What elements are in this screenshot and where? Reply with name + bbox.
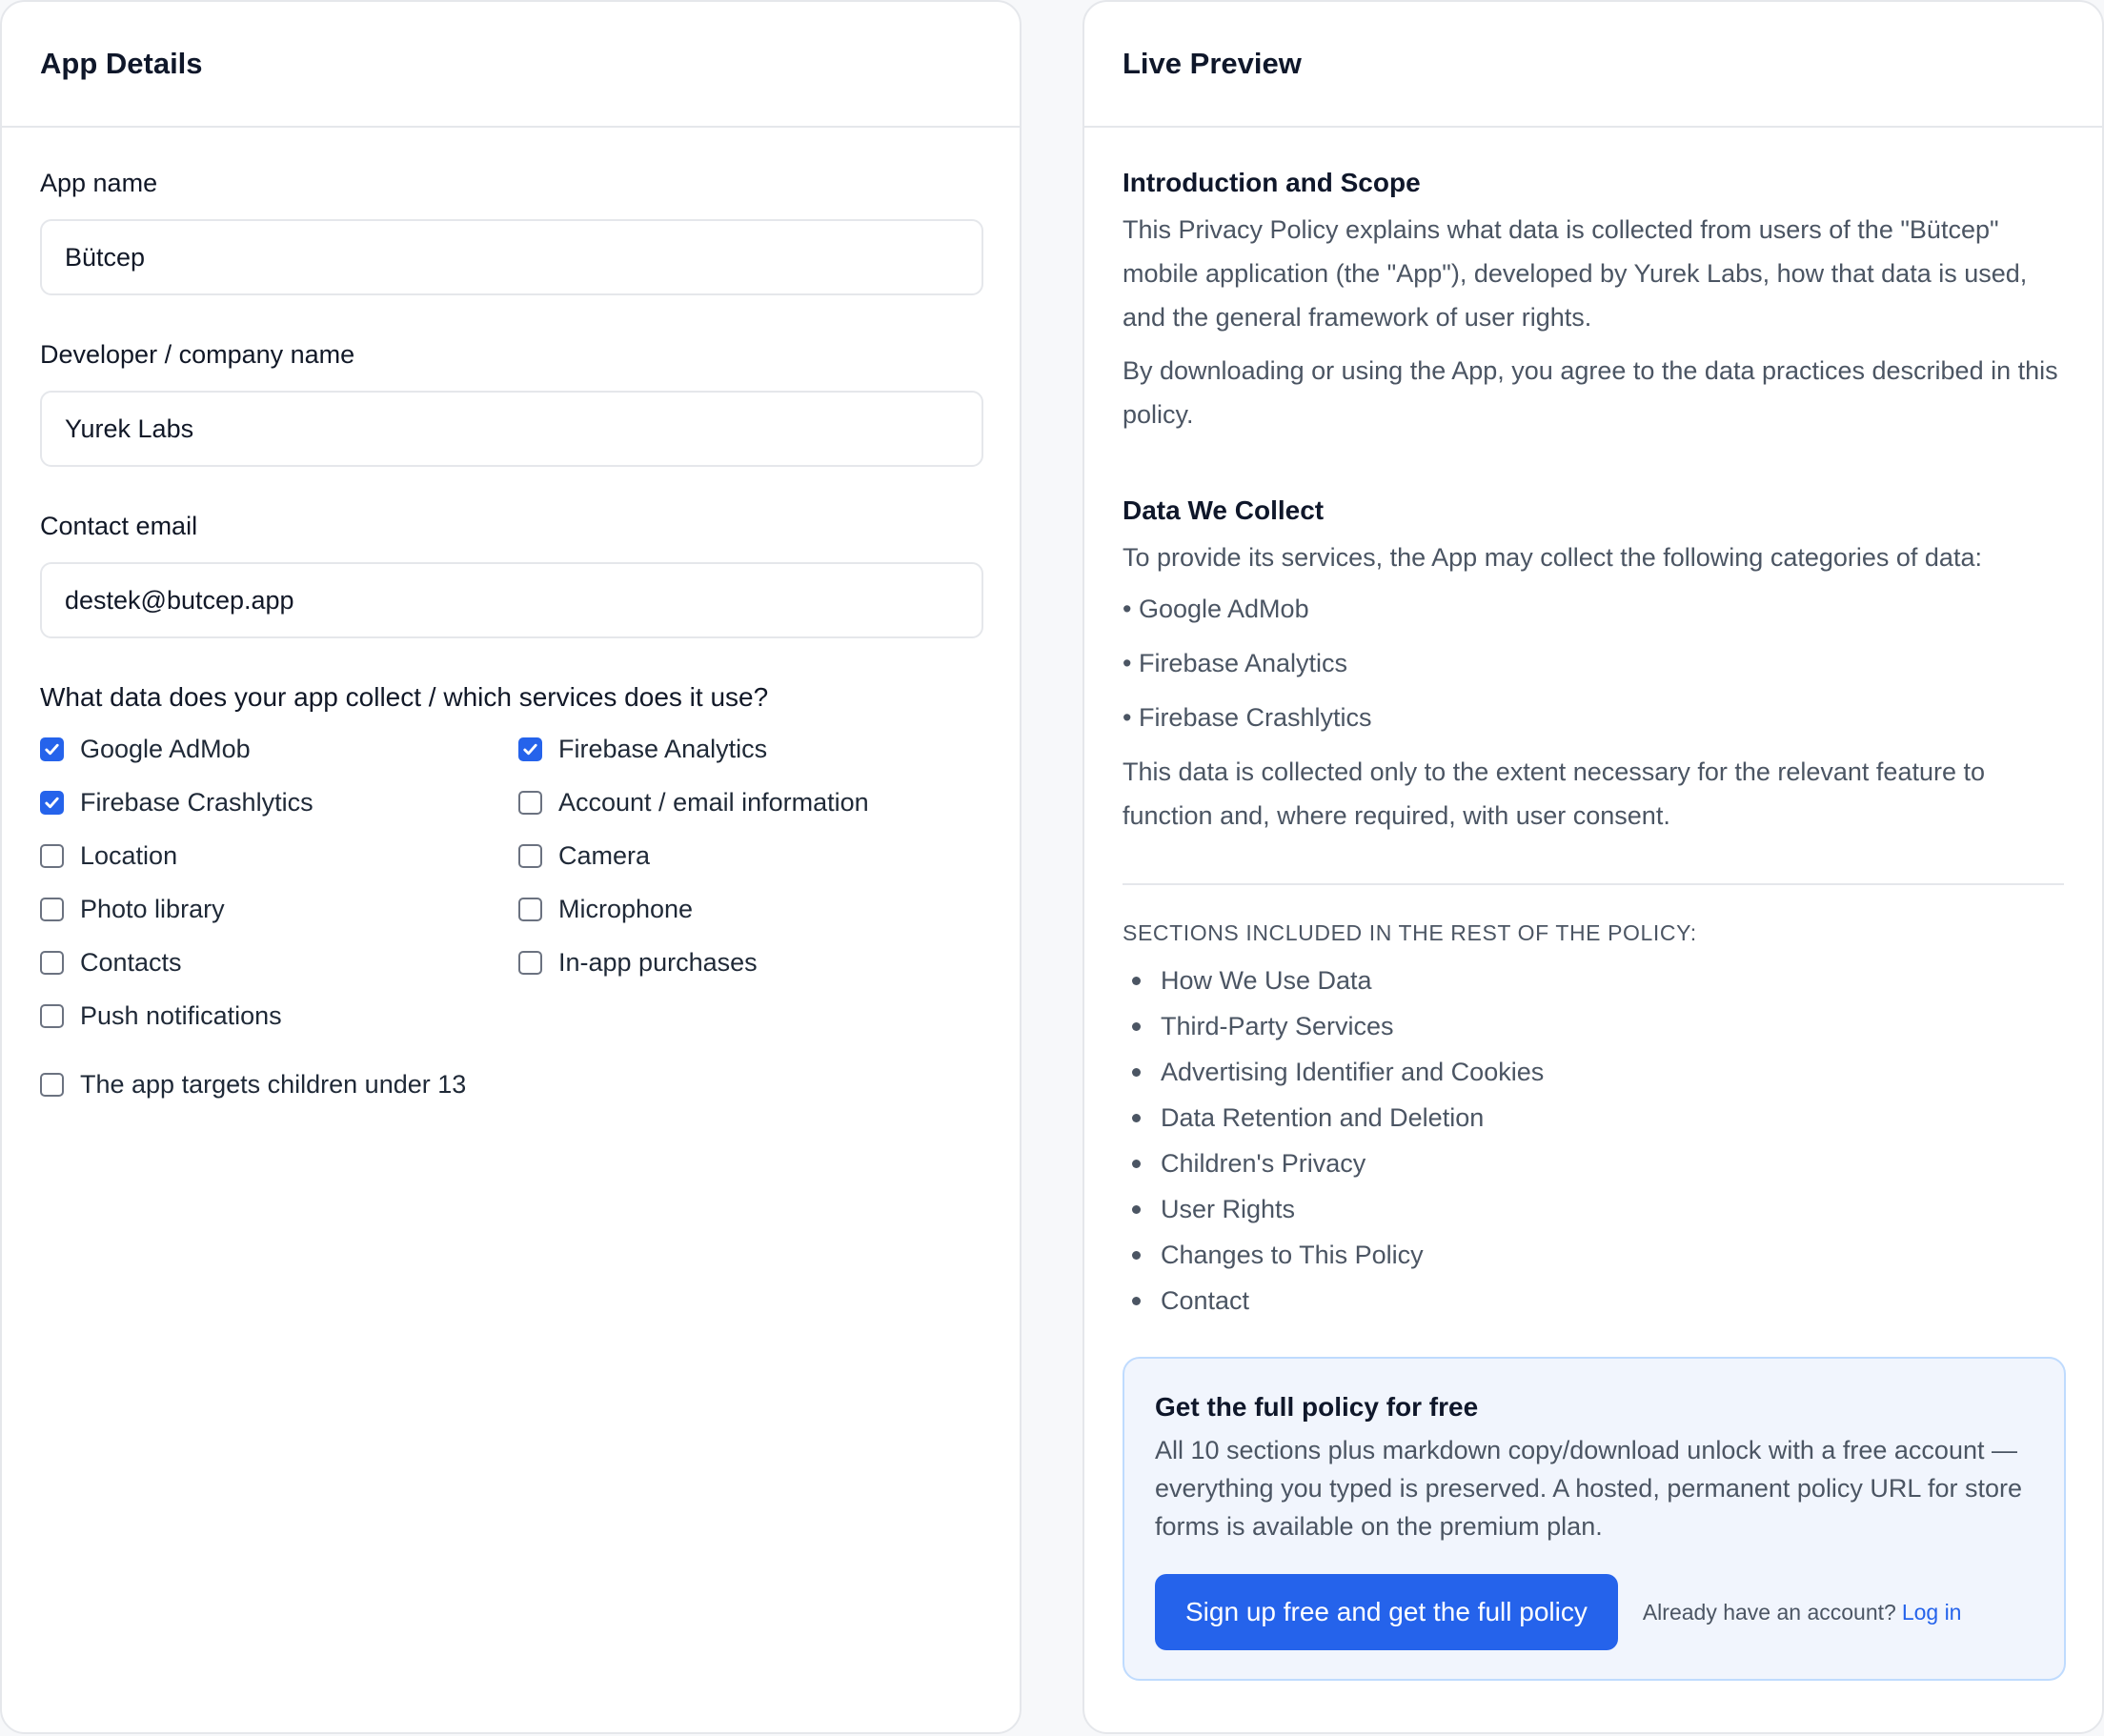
full-policy-cta [1123, 1357, 2066, 1681]
cta-title: Get the full policy for free [1155, 1392, 1479, 1422]
checkmark-icon [521, 740, 539, 758]
bullet-icon [1132, 977, 1141, 985]
checkbox-label: Push notifications [80, 1000, 282, 1030]
section-name: Data Retention and Deletion [1161, 1102, 1485, 1132]
cta-actions [1155, 1574, 2033, 1650]
data-services-checklist [40, 732, 981, 1033]
app-details-panel [0, 0, 1022, 1734]
remaining-sections-list [1123, 958, 2064, 1323]
bullet-icon [1132, 1297, 1141, 1305]
checkbox-box[interactable] [40, 1073, 64, 1097]
checkbox-camera[interactable] [518, 838, 983, 873]
list-item [1123, 1141, 2064, 1186]
list-item [1123, 958, 2064, 1003]
intro-paragraph: This Privacy Policy explains what data is collected from users of the "Bütcep" mobile application (the "App"), developed by Yurek Labs, how that data is used, and the general framework of user rights. [1123, 215, 2028, 332]
checkbox-label: Microphone [558, 894, 694, 923]
section-name: User Rights [1161, 1194, 1296, 1223]
checkmark-icon [43, 740, 61, 758]
checkbox-label: Location [80, 840, 178, 870]
checkbox-box[interactable] [40, 951, 64, 975]
bullet-icon [1132, 1205, 1141, 1214]
checkbox-box[interactable] [40, 844, 64, 868]
bullet-icon [1132, 1160, 1141, 1168]
checkbox-box[interactable] [40, 1004, 64, 1028]
collected-data-item: • Firebase Crashlytics [1123, 703, 1372, 732]
developer-name-label: Developer / company name [40, 340, 355, 369]
checkbox-in-app-purchases[interactable] [518, 945, 983, 979]
checkbox-box[interactable] [518, 844, 542, 868]
bullet-icon [1132, 1251, 1141, 1260]
checkbox-box[interactable] [518, 951, 542, 975]
checkbox-label: Google AdMob [80, 734, 251, 763]
bullet-icon [1132, 1114, 1141, 1122]
list-item [1123, 1278, 2064, 1323]
list-item [1123, 1095, 2064, 1141]
checkbox-box[interactable] [518, 898, 542, 921]
checkbox-label: Camera [558, 840, 651, 870]
checkbox-google-admob[interactable] [40, 732, 518, 766]
section-name: Advertising Identifier and Cookies [1161, 1057, 1545, 1086]
policy-preview [1084, 128, 2102, 1681]
section-name: Changes to This Policy [1161, 1240, 1424, 1269]
live-preview-panel [1082, 0, 2104, 1734]
data-collection-question: What data does your app collect / which services does it use? [40, 682, 769, 712]
app-details-title: App Details [40, 47, 203, 80]
checkbox-box[interactable] [518, 737, 542, 761]
list-item [1123, 1232, 2064, 1278]
checkbox-label: Contacts [80, 947, 182, 977]
checkbox-children-under-13[interactable] [40, 1067, 981, 1101]
checkbox-box[interactable] [518, 791, 542, 815]
already-have-account-text [1643, 1600, 1962, 1625]
already-text: Already have an account? [1642, 1599, 1896, 1625]
checkbox-account-email[interactable] [518, 785, 983, 819]
contact-email-input[interactable] [40, 562, 983, 638]
list-item [1123, 1186, 2064, 1232]
checkbox-contacts[interactable] [40, 945, 518, 979]
app-name-label: App name [40, 169, 158, 197]
bullet-icon [1132, 1022, 1141, 1031]
signup-button[interactable]: Sign up free and get the full policy [1155, 1574, 1618, 1650]
bullet-icon [1132, 1068, 1141, 1077]
checkbox-firebase-analytics[interactable] [518, 732, 983, 766]
agreement-paragraph: By downloading or using the App, you agree to the data practices described in this policy. [1123, 356, 2058, 429]
checkbox-label: Firebase Crashlytics [80, 787, 314, 817]
checkbox-box[interactable] [40, 791, 64, 815]
section-name: How We Use Data [1161, 965, 1372, 995]
collected-data-item: • Google AdMob [1123, 595, 1309, 623]
section-name: Children's Privacy [1161, 1148, 1366, 1178]
remaining-sections-heading: SECTIONS INCLUDED IN THE REST OF THE POLICY: [1123, 920, 1697, 945]
app-details-header [2, 2, 1020, 128]
list-item [1123, 1049, 2064, 1095]
checkbox-label: In-app purchases [558, 947, 758, 977]
developer-name-input[interactable] [40, 391, 983, 467]
checkbox-microphone[interactable] [518, 892, 983, 926]
login-link[interactable]: Log in [1901, 1599, 1962, 1625]
app-name-input[interactable] [40, 219, 983, 295]
collected-data-item: • Firebase Analytics [1123, 649, 1348, 677]
contact-email-label: Contact email [40, 512, 198, 540]
checkbox-photo-library[interactable] [40, 892, 518, 926]
data-collect-section-title: Data We Collect [1123, 495, 1325, 525]
checkbox-label: The app targets children under 13 [80, 1069, 467, 1099]
cta-description: All 10 sections plus markdown copy/download unlock with a free account — everything you typed is preserved. A hosted, permanent policy URL for store forms is available on the premium plan. [1155, 1436, 2022, 1541]
checkbox-box[interactable] [40, 737, 64, 761]
checkbox-push-notifications[interactable] [40, 999, 518, 1033]
intro-section-title: Introduction and Scope [1123, 168, 1421, 197]
checkbox-firebase-crashlytics[interactable] [40, 785, 518, 819]
live-preview-header [1084, 2, 2102, 128]
collected-data-list [1123, 587, 2064, 739]
app-details-form [2, 128, 1020, 1101]
data-collect-footer: This data is collected only to the extent necessary for the relevant feature to function and, where required, with user consent. [1123, 757, 1986, 830]
checkbox-box[interactable] [40, 898, 64, 921]
checkmark-icon [43, 794, 61, 812]
section-divider [1123, 883, 2064, 885]
checkbox-label: Photo library [80, 894, 225, 923]
checkbox-label: Firebase Analytics [558, 734, 768, 763]
checkbox-location[interactable] [40, 838, 518, 873]
live-preview-title: Live Preview [1123, 47, 1302, 80]
section-name: Third-Party Services [1161, 1011, 1394, 1040]
list-item [1123, 1003, 2064, 1049]
section-name: Contact [1161, 1285, 1250, 1315]
checkbox-label: Account / email information [558, 787, 869, 817]
data-collect-lead: To provide its services, the App may collect the following categories of data: [1123, 543, 1982, 572]
